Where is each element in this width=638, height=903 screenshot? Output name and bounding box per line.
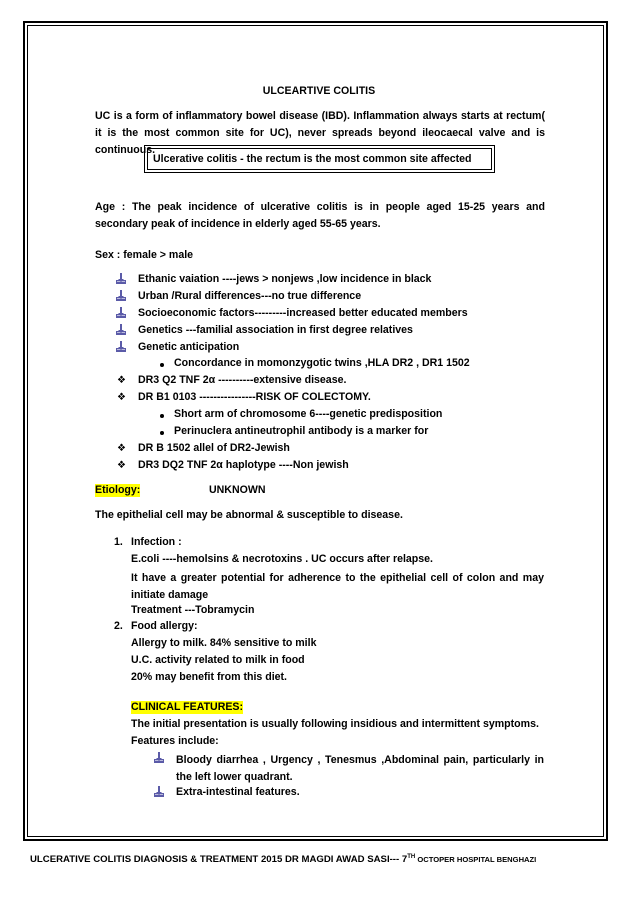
list-line: 20% may benefit from this diet. <box>131 671 287 683</box>
list-item: DR3 DQ2 TNF 2α haplotype ----Non jewish <box>138 459 349 471</box>
round-bullet-icon <box>160 363 164 367</box>
arrow-bullet-icon <box>154 786 164 797</box>
list-item: DR B 1502 allel of DR2-Jewish <box>138 442 290 454</box>
etiology-value: UNKNOWN <box>209 484 266 496</box>
list-item: Short arm of chromosome 6----genetic predisposition <box>174 408 443 420</box>
round-bullet-icon <box>160 414 164 418</box>
arrow-bullet-icon <box>154 752 164 763</box>
list-line: U.C. activity related to milk in food <box>131 654 305 666</box>
list-line: E.coli ----hemolsins & necrotoxins . UC occurs after relapse. <box>131 553 433 565</box>
list-heading: Food allergy: <box>131 620 198 632</box>
age-paragraph: Age : The peak incidence of ulcerative colitis is in people aged 15-25 years and secondary peak of incidence in elderly aged 55-65 years. <box>95 201 545 230</box>
boxed-note: Ulcerative colitis - the rectum is the most common site affected <box>147 148 492 170</box>
list-item: Genetics ---familial association in first degree relatives <box>138 324 413 336</box>
clinical-features-heading: CLINICAL FEATURES: <box>131 701 244 713</box>
etiology-label: Etiology: <box>95 484 141 496</box>
arrow-bullet-icon <box>116 290 126 301</box>
round-bullet-icon <box>160 431 164 435</box>
document-title: ULCEARTIVE COLITIS <box>262 85 376 97</box>
list-item: Concordance in momonzygotic twins ,HLA DR2 , DR1 1502 <box>174 357 470 369</box>
arrow-bullet-icon <box>116 273 126 284</box>
list-item: Genetic anticipation <box>138 341 240 353</box>
feature-item: Extra-intestinal features. <box>176 786 300 798</box>
clinical-intro: The initial presentation is usually following insidious and intermittent symptoms. <box>131 718 539 730</box>
footer-superscript: TH <box>407 854 416 860</box>
list-line: It have a greater potential for adherence to the epithelial cell of colon and may initiate damage <box>131 572 544 601</box>
diamond-bullet-icon: ❖ <box>117 392 126 403</box>
arrow-bullet-icon <box>116 307 126 318</box>
diamond-bullet-icon: ❖ <box>117 460 126 471</box>
list-item: Urban /Rural differences---no true difference <box>138 290 362 302</box>
arrow-bullet-icon <box>116 341 126 352</box>
list-line: Treatment ---Tobramycin <box>131 604 255 616</box>
features-include: Features include: <box>131 735 219 747</box>
list-item: DR B1 0103 ----------------RISK OF COLECTOMY. <box>138 391 371 403</box>
diamond-bullet-icon: ❖ <box>117 443 126 454</box>
list-number: 1. <box>114 536 123 548</box>
diamond-bullet-icon: ❖ <box>117 375 126 386</box>
list-number: 2. <box>114 620 123 632</box>
footer-tail: OCTOPER HOSPITAL BENGHAZI <box>415 855 537 864</box>
sex-line: Sex : female > male <box>95 249 194 261</box>
intro-paragraph: UC is a form of inflammatory bowel disease (IBD). Inflammation always starts at rectum( it is the most common site for UC), never spreads beyond ileocaecal valve and is continuous. <box>95 110 545 156</box>
epithelial-line: The epithelial cell may be abnormal & susceptible to disease. <box>95 509 403 521</box>
list-item: DR3 Q2 TNF 2α ----------extensive disease. <box>138 374 347 386</box>
arrow-bullet-icon <box>116 324 126 335</box>
page-footer <box>30 851 536 866</box>
list-heading: Infection : <box>131 536 182 548</box>
feature-item: Bloody diarrhea , Urgency , Tenesmus ,Abdominal pain, particularly in the left lower quadrant. <box>176 754 544 783</box>
list-item: Perinuclera antineutrophil antibody is a marker for <box>174 425 429 437</box>
list-item: Socioeconomic factors---------increased better educated members <box>138 307 468 319</box>
list-item: Ethanic vaiation ----jews > nonjews ,low incidence in black <box>138 273 432 285</box>
list-line: Allergy to milk. 84% sensitive to milk <box>131 637 317 649</box>
footer-main: ULCERATIVE COLITIS DIAGNOSIS & TREATMENT 2015 DR MAGDI AWAD SASI--- 7 <box>30 854 408 865</box>
